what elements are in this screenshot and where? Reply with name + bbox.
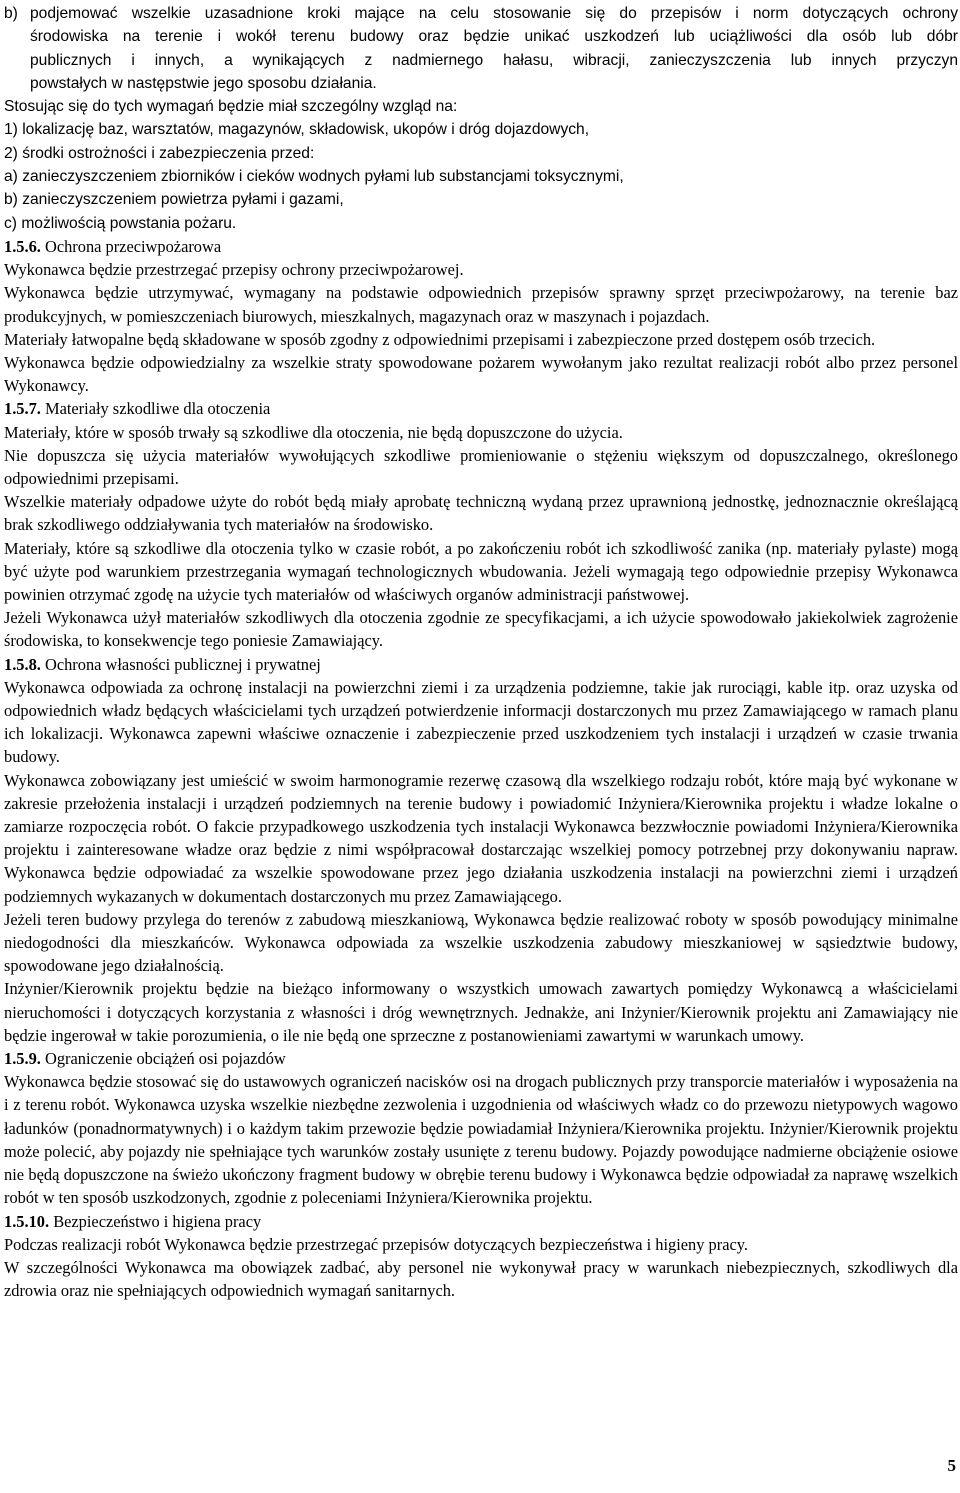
paragraph: Wykonawca będzie przestrzegać przepisy ochrony przeciwpożarowej. <box>4 260 464 280</box>
section-title: Ograniczenie obciążeń osi pojazdów <box>45 1049 286 1069</box>
section-heading <box>4 1210 958 1233</box>
paragraph: Materiały, które są szkodliwe dla otoczenia tylko w czasie robót, a po zakończeniu robót ich szkodliwość zanika (np. materiały pylaste) mogą być użyte pod warunkiem przestrzegania wymagań technologicznych wbudowania. Jeżeli wymagają tego odpowiednie przepisy Wykonawca powinien otrzymać zgodę na użycie tych materiałów od właściwych organów administracji państwowej. <box>4 538 958 605</box>
section-title: Ochrona własności publicznej i prywatnej <box>45 654 321 674</box>
requirement-subitem: a) zanieczyszczeniem zbiorników i cieków wodnych pyłami lub substancjami toksycznymi, <box>4 168 624 186</box>
paragraph: Jeżeli teren budowy przylega do terenów z zabudową mieszkaniową, Wykonawca będzie realizować roboty w sposób powodujący minimalne niedogodności dla mieszkańców. Wykonawca odpowiada za wszelkie uszkodzenia zabudowy mieszkaniowej w sąsiedztwie budowy, spowodowane jego działalnością. <box>4 909 958 976</box>
section-1-5-8 <box>4 653 958 1047</box>
section-title: Ochrona przeciwpożarowa <box>45 236 222 256</box>
line: środowiska na terenie i wokół terenu budowy oraz będzie unikać uszkodzeń lub uciążliwości dla osób lub dóbr <box>30 28 958 46</box>
paragraph: Wszelkie materiały odpadowe użyte do robót będą miały aprobatę techniczną wydaną przez uprawnioną jednostkę, jednoznacznie określającą brak szkodliwego oddziaływania tych materiałów na środowisko. <box>4 492 958 535</box>
list-item-b <box>4 2 958 95</box>
section-heading <box>4 397 958 420</box>
section-heading <box>4 653 958 676</box>
section-1-5-7 <box>4 397 958 652</box>
section-1-5-6 <box>4 235 958 397</box>
list-marker: b) <box>4 5 18 22</box>
paragraph: Wykonawca zobowiązany jest umieścić w swoim harmonogramie rezerwę czasową dla wszelkiego rodzaju robót, które mają być wykonane w zakresie przełożenia instalacji i urządzeń podziemnych na terenie budowy i powiadomić Inżyniera/Kierownika projektu i władze lokalne o zamiarze rozpoczęcia robót. O fakcie przypadkowego uszkodzenia tych instalacji Wykonawca bezzwłocznie powiadomi Inżyniera/Kierownika projektu i zainteresowane władze oraz będzie z nimi współpracował dostarczając wszelkiej pomocy potrzebnej przy dokonywaniu napraw. Wykonawca będzie odpowiadać za wszelkie spowodowane przez jego działania uszkodzenia instalacji na powierzchni ziemi i urządzeń podziemnych wykazanych w dokumentach dostarczonych mu przez Zamawiającego. <box>4 770 958 906</box>
paragraph: Wykonawca będzie odpowiedzialny za wszelkie straty spowodowane pożarem wywołanym jako rezultat realizacji robót albo przez personel Wykonawcy. <box>4 352 958 396</box>
section-heading <box>4 1047 958 1070</box>
section-1-5-9 <box>4 1047 958 1209</box>
section-number: 1.5.8. <box>4 654 41 674</box>
page-number: 5 <box>947 1456 956 1475</box>
paragraph: Podczas realizacji robót Wykonawca będzie przestrzegać przepisów dotyczących bezpieczeństwa i higieny pracy. <box>4 1234 748 1254</box>
line: powstałych w następstwie jego sposobu działania. <box>30 74 377 92</box>
paragraph: Nie dopuszcza się użycia materiałów wywołujących szkodliwe promieniowanie o stężeniu większym od dopuszczalnego, określonego odpowiednimi przepisami. <box>4 445 958 488</box>
section-title: Materiały szkodliwe dla otoczenia <box>45 399 271 419</box>
paragraph: Inżynier/Kierownik projektu będzie na bieżąco informowany o wszystkich umowach zawartych pomiędzy Wykonawcą a właścicielami nieruchomości i dotyczących korzystania z własności i dróg wewnętrznych. Jednakże, ani Inżynier/Kierownik projektu ani Zamawiający nie będzie ingerował w takie porozumienia, o ile nie będą one sprzeczne z postanowieniami zawartymi w warunkach umowy. <box>4 979 958 1045</box>
line: publicznych i innych, a wynikających z nadmiernego hałasu, wibracji, zanieczyszczenia lub innych przyczyn <box>30 51 958 69</box>
section-number: 1.5.7. <box>4 399 41 419</box>
paragraph: Jeżeli Wykonawca użył materiałów szkodliwych dla otoczenia zgodnie ze specyfikacjami, a ich użycie spowodowało jakiekolwiek zagrożenie środowiska, to konsekwencje tego poniesie Zamawiający. <box>4 608 958 651</box>
list-item-body <box>30 2 958 95</box>
paragraph: Wykonawca będzie stosować się do ustawowych ograniczeń nacisków osi na drogach publicznych przy transporcie materiałów i wyposażenia na i z terenu robót. Wykonawca uzyska wszelkie niezbędne zezwolenia i uzgodnienia od właściwych władz co do przewozu nietypowych wagowo ładunków (ponadnormatywnych) i o każdym takim przewozie będzie powiadamiał Inżyniera/Kierownika projektu. Inżynier/Kierownik projektu może polecić, aby pojazdy nie spełniające tych warunków zostały usunięte z terenu budowy. Pojazdy powodujące nadmierne obciążenie osiowe nie będą dopuszczone na świeżo ukończony fragment budowy w obrębie terenu budowy i Wykonawca będzie odpowiadał za naprawę wszelkich robót w ten sposób uszkodzonych, zgodnie z poleceniami Inżyniera/Kierownika projektu. <box>4 1072 958 1208</box>
line: podjemować wszelkie uzasadnione kroki mające na celu stosowanie się do przepisów i norm dotyczących ochrony <box>30 5 958 22</box>
section-number: 1.5.9. <box>4 1049 41 1069</box>
section-1-5-10 <box>4 1210 958 1303</box>
section-title: Bezpieczeństwo i higiena pracy <box>53 1211 262 1231</box>
paragraph: Wykonawca będzie utrzymywać, wymagany na podstawie odpowiednich przepisów sprawny sprzęt przeciwpożarowy, na terenie baz produkcyjnych, w pomieszczeniach biurowych, mieszkalnych, magazynach oraz w maszynach i pojazdach. <box>4 283 958 326</box>
requirement-subitem: b) zanieczyszczeniem powietrza pyłami i gazami, <box>4 191 344 209</box>
paragraph: W szczególności Wykonawca ma obowiązek zadbać, aby personel nie wykonywał pracy w warunkach niebezpiecznych, szkodliwych dla zdrowia oraz nie spełniających odpowiednich wymagań sanitarnych. <box>4 1257 958 1301</box>
requirement-item: 2) środki ostrożności i zabezpieczenia przed: <box>4 144 315 162</box>
requirements-block <box>4 95 958 235</box>
page-content <box>4 2 958 1302</box>
requirement-subitem: c) możliwością powstania pożaru. <box>4 214 237 232</box>
paragraph: Materiały łatwopalne będą składowane w sposób zgodny z odpowiednimi przepisami i zabezpieczone przed dostępem osób trzecich. <box>4 329 876 349</box>
requirement-item: 1) lokalizację baz, warsztatów, magazynów, składowisk, ukopów i dróg dojazdowych, <box>4 121 590 139</box>
paragraph: Materiały, które w sposób trwały są szkodliwe dla otoczenia, nie będą dopuszczone do użycia. <box>4 422 623 442</box>
section-number: 1.5.10. <box>4 1211 50 1231</box>
requirements-lead: Stosując się do tych wymagań będzie miał szczególny wzgląd na: <box>4 98 458 116</box>
section-number: 1.5.6. <box>4 236 41 256</box>
section-heading <box>4 235 958 258</box>
paragraph: Wykonawca odpowiada za ochronę instalacji na powierzchni ziemi i za urządzenia podziemne, takie jak rurociągi, kable itp. oraz uzyska od odpowiednich władz będących właścicielami tych urządzeń potwierdzenie informacji dostarczonych mu przez Zamawiającego w ramach planu ich lokalizacji. Wykonawca zapewni właściwe oznaczenie i zabezpieczenie przed uszkodzeniem tych instalacji i urządzeń w czasie trwania budowy. <box>4 677 958 767</box>
